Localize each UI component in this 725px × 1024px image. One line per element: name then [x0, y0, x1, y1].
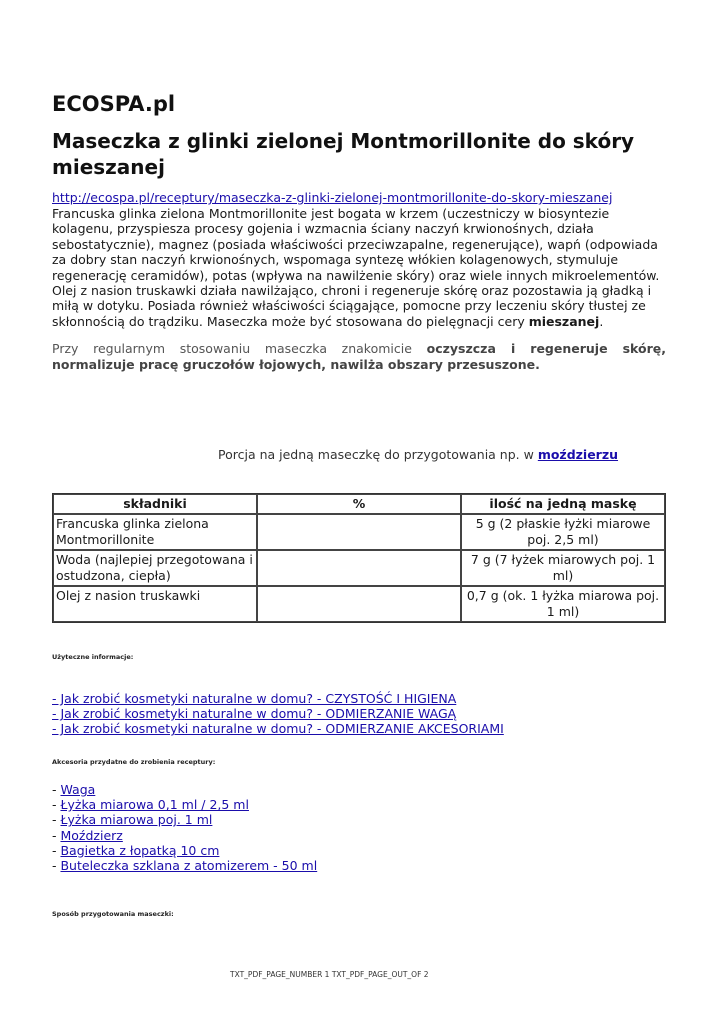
useful-link-scale[interactable]: - Jak zrobić kosmetyki naturalne w domu? - ODMIERZANIE WAGĄ [52, 706, 457, 722]
list-dash: - [52, 782, 61, 797]
list-item [52, 843, 317, 858]
list-item [52, 691, 504, 706]
accessory-link-spoon-1ml[interactable]: Łyżka miarowa poj. 1 ml [60, 812, 213, 828]
ingredient-name: Francuska glinka zielona Montmorillonite [53, 514, 257, 550]
header-ingredients: składniki [53, 494, 257, 514]
ingredient-percent [257, 586, 461, 622]
list-dash: - [52, 797, 61, 813]
intro-paragraph [52, 206, 672, 329]
ingredient-percent [257, 550, 461, 586]
ingredients-table [52, 493, 666, 623]
list-dash: - [52, 812, 61, 828]
list-item [52, 782, 317, 797]
table-row [53, 550, 665, 586]
header-percent: % [257, 494, 461, 514]
preparation-heading: Sposób przygotowania maseczki: [52, 910, 174, 918]
ingredient-percent [257, 514, 461, 550]
useful-info-heading: Użyteczne informacje: [52, 653, 134, 661]
summary-text: Przy regularnym stosowaniu maseczka znakomicie [52, 341, 427, 356]
portion-line [218, 447, 618, 462]
list-item [52, 828, 317, 843]
accessory-link-mortar[interactable]: Moździerz [60, 827, 123, 843]
recipe-url-link[interactable]: http://ecospa.pl/receptury/maseczka-z-glinki-zielonej-montmorillonite-do-skory-mieszanej [52, 190, 613, 205]
list-dash: - [52, 858, 61, 874]
portion-text: Porcja na jedną maseczkę do przygotowania np. w [218, 447, 538, 462]
ingredient-name: Woda (najlepiej przegotowana i ostudzona, ciepła) [53, 550, 257, 586]
accessory-link-spoon-0-1-2-5[interactable]: Łyżka miarowa 0,1 ml / 2,5 ml [60, 797, 249, 813]
summary-bold: oczyszcza i regeneruje skórę, normalizuje pracę gruczołów łojowych, nawilża obszary przesuszone. [52, 341, 667, 372]
header-amount: ilość na jedną maskę [461, 494, 665, 514]
table-row [53, 586, 665, 622]
accessories-heading: Akcesoria przydatne do zrobienia receptury: [52, 758, 216, 766]
recipe-title: Maseczka z glinki zielonej Montmorillonite do skóry mieszanej [52, 129, 635, 179]
intro-bold-skin-type: mieszanej [528, 313, 600, 329]
ingredient-amount: 0,7 g (ok. 1 łyżka miarowa poj. 1 ml) [461, 586, 665, 622]
ingredient-amount: 5 g (2 płaskie łyżki miarowe poj. 2,5 ml) [461, 514, 665, 550]
list-item [52, 797, 317, 812]
intro-end: . [599, 313, 604, 329]
list-dash: - [52, 827, 61, 843]
useful-link-hygiene[interactable]: - Jak zrobić kosmetyki naturalne w domu? - CZYSTOŚĆ I HIGIENA [52, 691, 457, 706]
summary-paragraph [52, 341, 666, 372]
accessory-link-spatula-rod[interactable]: Bagietka z łopatką 10 cm [60, 842, 220, 858]
table-row [53, 514, 665, 550]
list-dash: - [52, 842, 61, 858]
table-header-row [53, 494, 665, 514]
list-item [52, 721, 504, 736]
ingredient-amount: 7 g (7 łyżek miarowych poj. 1 ml) [461, 550, 665, 586]
accessories-list [52, 782, 317, 873]
list-item [52, 858, 317, 873]
site-title: ECOSPA.pl [52, 92, 176, 116]
ingredient-name: Olej z nasion truskawki [53, 586, 257, 622]
page-footer: TXT_PDF_PAGE_NUMBER 1 TXT_PDF_PAGE_OUT_OF 2 [230, 970, 429, 979]
mortar-link[interactable]: moździerzu [537, 447, 619, 462]
intro-text: Francuska glinka zielona Montmorillonite jest bogata w krzem (uczestniczy w biosyntezie kolagenu, przyspiesza procesy gojenia i wzmacnia ściany naczyń krwionośnych, działa sebostatycznie), magnez (posiada właściwości przeciwzapalne, regenerujące), wapń (odpowiada za dobry stan naczyń krwionośnych, wspomaga syntezę włókien kolagenowych, stymuluje regenerację ceramidów), potas (wpływa na nawilżenie skóry) oraz wiele innych mikroelementów. Olej z nasion truskawki działa nawilżająco, chroni i regeneruje skórę oraz pozostawia ją gładką i miłą w dotyku. Posiada również właściwości ściągające, pomocne przy leczeniu skóry tłustej ze skłonnością do trądziku. Maseczka może być stosowana do pielęgnacji cery [52, 206, 660, 329]
accessory-link-atomizer-bottle[interactable]: Buteleczka szklana z atomizerem - 50 ml [60, 858, 318, 874]
useful-link-accessories[interactable]: - Jak zrobić kosmetyki naturalne w domu? - ODMIERZANIE AKCESORIAMI [52, 721, 504, 737]
list-item [52, 812, 317, 827]
useful-info-list [52, 691, 504, 737]
accessory-link-scale[interactable]: Waga [60, 782, 96, 797]
list-item [52, 706, 504, 721]
